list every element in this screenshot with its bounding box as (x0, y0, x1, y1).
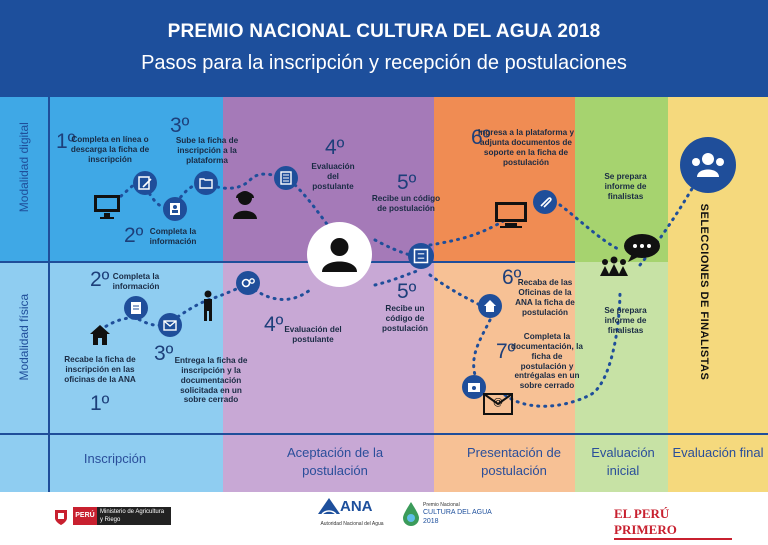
ana-logo-mark (318, 498, 340, 516)
monitor-icon (92, 193, 122, 221)
final-selection-label: SELECCIONES DE FINALISTAS (698, 203, 710, 381)
email-envelope-icon (482, 388, 514, 416)
group-users-icon (680, 137, 736, 193)
fisica-step-2-number: 2º (90, 268, 110, 291)
fisica-step-4-text: Evaluación del postulante (284, 325, 342, 344)
digital-step-4-number: 4º (325, 136, 345, 159)
digital-step-3-text: Sube la ficha de inscripción a la plataforma (175, 136, 239, 165)
fisica-step-1-number: 1º (90, 392, 110, 415)
digital-eval-text: Se prepara informe de finalistas (604, 172, 647, 201)
gears-icon (236, 271, 260, 295)
peru-primero-logo: EL PERÚ PRIMERO (614, 506, 732, 540)
fisica-step-3-text: Entrega la ficha de inscripción y la documentación solicitada en un sobre cerrado (174, 356, 248, 405)
laptop-icon (492, 200, 530, 230)
row-label-digital: Modalidad digital (16, 122, 31, 213)
row-label-fisica: Modalidad física (16, 293, 31, 381)
digital-step-1-number: 1º (56, 130, 76, 153)
digital-step-5-number: 5º (397, 171, 417, 194)
digital-step-6-text: Ingresa a la plataforma y adjunta documentos de soporte en la ficha de postulación (477, 128, 574, 167)
fisica-step-7-number: 7º (496, 340, 516, 363)
fisica-step-2-text: Completa la información (112, 272, 160, 291)
fisica-step-3-number: 3º (154, 342, 174, 365)
digital-step-4-text: Evaluación del postulante (311, 162, 355, 191)
fisica-step-6-number: 6º (502, 266, 522, 289)
checklist-icon (408, 243, 434, 269)
phase-eval-final: Evaluación final (672, 445, 764, 460)
folder-upload-icon (194, 171, 218, 195)
support-agent-icon (230, 188, 260, 220)
digital-step-5-text: Recibe un código de postulación (371, 194, 441, 213)
premio-small-label: Premio Nacional (423, 502, 460, 508)
fisica-step-7-text: Completa la documentación, la ficha de postulación y entrégalas en un sobre cerrado (511, 332, 583, 391)
cultura-year-label: 2018 (423, 518, 439, 525)
fisica-step-1-text: Recabe la ficha de inscripción en las oficinas de la ANA (64, 355, 136, 384)
form-icon (124, 296, 148, 320)
ministry-label: Ministerio de Agricultura y Riego (97, 507, 171, 525)
user-card-icon (163, 197, 187, 221)
fisica-step-5-text: Recibe un código de postulación (382, 304, 428, 333)
attach-icon (533, 190, 557, 214)
peru-shield-logo (53, 508, 69, 526)
phase-aceptacion: Aceptación de la postulación (286, 445, 384, 478)
digital-step-2-number: 2º (124, 224, 144, 247)
document-list-icon (274, 166, 298, 190)
peru-tag: PERÚ (73, 507, 97, 525)
central-user-icon (307, 222, 372, 287)
page-subtitle: Pasos para la inscripción y recepción de postulaciones (141, 52, 627, 74)
office-icon (478, 294, 502, 318)
footer (0, 492, 768, 545)
ana-full-name: Autoridad Nacional del Agua (320, 521, 384, 527)
fisica-eval-text: Se prepara informe de finalistas (604, 306, 647, 335)
edit-form-icon (133, 171, 157, 195)
page-title: PREMIO NACIONAL CULTURA DEL AGUA 2018 (167, 21, 601, 42)
digital-step-2-text: Completa la información (149, 227, 197, 246)
phase-eval-inicial: Evaluación inicial (591, 445, 655, 478)
person-standing-icon (201, 290, 215, 322)
people-meeting-icon (597, 254, 631, 280)
cultura-agua-label: CULTURA DEL AGUA (423, 509, 492, 516)
ana-logo-text: ANA (340, 498, 373, 515)
fisica-step-4-number: 4º (264, 313, 284, 336)
fisica-step-5-number: 5º (397, 280, 417, 303)
svg-text:@: @ (493, 397, 503, 408)
digital-step-1-text: Completa en línea o descarga la ficha de inscripción (70, 135, 150, 164)
cultura-agua-logo (402, 502, 420, 526)
digital-step-6-number: 6º (471, 126, 491, 149)
phase-inscripcion: Inscripción (83, 451, 147, 466)
fisica-step-6-text: Recaba de las Oficinas de la ANA la ficha de postulación (515, 278, 575, 317)
envelope-icon (158, 313, 182, 337)
office-building-icon (87, 322, 113, 348)
phase-presentacion: Presentación de postulación (467, 445, 561, 478)
digital-step-3-number: 3º (170, 114, 190, 137)
